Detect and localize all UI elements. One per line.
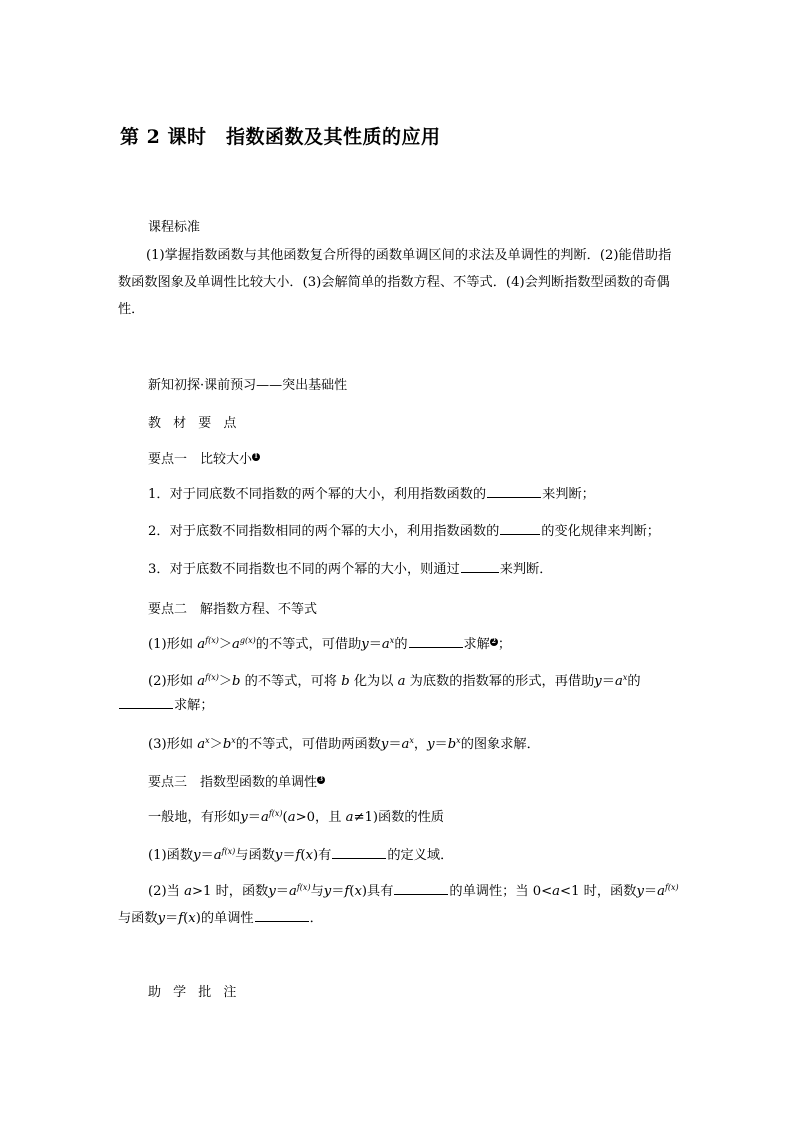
text: ， (413, 737, 428, 752)
point1-item-2-text: 2．对于底数不同指数相同的两个幂的大小，利用指数函数的 (148, 524, 500, 539)
section-new-knowledge: 新知初探·课前预习——突出基础性 (148, 378, 348, 393)
course-standard-heading: 课程标准 (148, 220, 201, 235)
var-y: y (427, 737, 435, 752)
var-y: y (361, 637, 369, 652)
var-x: x (188, 911, 196, 926)
var-a: a (287, 810, 296, 825)
point2-item-1 (148, 631, 511, 658)
var-y: y (636, 884, 644, 899)
var-a: a (657, 884, 665, 899)
text: ≠1)函数的性质 (353, 810, 444, 825)
var-y: y (240, 810, 248, 825)
var-y: y (380, 737, 389, 752)
point1-heading-text: 要点一 比较大小 (148, 452, 253, 467)
var-y: y (268, 884, 276, 899)
footnote-marker-3: 3 (318, 776, 324, 783)
eq-sign: ＝ (282, 848, 296, 863)
eq-sign: ＝ (331, 884, 345, 899)
page-title: 第 2 课时 指数函数及其性质的应用 (120, 126, 441, 148)
var-a: a (213, 848, 222, 863)
var-f: f (178, 911, 184, 926)
text: 与 (310, 884, 324, 899)
eq-sign: ＝ (368, 637, 382, 652)
var-a: a (381, 637, 390, 652)
var-y: y (323, 884, 332, 899)
exp-x: x (456, 736, 461, 745)
gt-sign: ＞ (209, 737, 223, 752)
text: >1 时，函数 (191, 884, 269, 899)
var-b: b (222, 737, 232, 752)
var-a: a (197, 637, 206, 652)
point3-intro (148, 804, 444, 831)
var-f: f (344, 884, 350, 899)
text: 的不等式，可将 (240, 674, 342, 689)
exp-x: x (409, 736, 414, 745)
text: 的图象求解． (460, 737, 540, 752)
gt-sign: ＞ (218, 637, 233, 652)
fill-blank (255, 909, 309, 922)
text: ( (282, 810, 288, 825)
point1-item-2-tail: 的变化规律来判断； (541, 524, 660, 539)
point1-heading (148, 448, 260, 467)
point2-item-2-cont (118, 692, 214, 719)
eq-sign: ＝ (200, 848, 214, 863)
point1-item-3 (148, 556, 552, 583)
fill-blank (487, 485, 541, 498)
fill-blank (332, 846, 386, 859)
text: ( (183, 911, 189, 926)
var-a: a (401, 737, 410, 752)
text: (2)当 (148, 884, 185, 899)
text: ； (497, 637, 512, 652)
point1-item-1 (148, 481, 595, 508)
point3-item-2 (148, 878, 679, 905)
text: 的 (627, 674, 641, 689)
fill-blank (409, 635, 463, 648)
var-x: x (305, 848, 313, 863)
point3-heading (148, 771, 325, 790)
var-y: y (157, 911, 166, 926)
var-f: f (295, 848, 301, 863)
var-a: a (232, 637, 240, 652)
text: 的不等式，可借助两函数 (235, 737, 381, 752)
course-standard-text: (1)掌握指数函数与其他函数复合所得的函数单调区间的求法及单调性的判断．(2)能借助指数函数图象及单调性比较大小．(3)会解简单的指数方程、不等式．(4)会判断指数型函数的奇偶性． (118, 248, 672, 317)
fill-blank (461, 560, 499, 573)
eq-sign: ＝ (434, 737, 448, 752)
var-b: b (232, 674, 241, 689)
fill-blank (119, 696, 173, 709)
var-a: a (614, 674, 623, 689)
point1-item-2 (148, 518, 660, 545)
text: 的单调性；当 0< (449, 884, 553, 899)
text: 的定义域． (387, 848, 454, 863)
var-y: y (274, 848, 283, 863)
eq-sign: ＝ (643, 884, 658, 899)
point1-item-1-text: 1．对于同底数不同指数的两个幂的大小，利用指数函数的 (148, 487, 487, 502)
var-y: y (594, 674, 602, 689)
text: )的单调性 (195, 911, 254, 926)
text: >0，且 (295, 810, 346, 825)
text: 的不等式，可借助 (255, 637, 362, 652)
text: )有 (312, 848, 332, 863)
text: 求解 (463, 637, 490, 652)
var-a: a (197, 737, 206, 752)
text: 一般地，有形如 (148, 810, 241, 825)
var-y: y (193, 848, 201, 863)
fill-blank (394, 882, 448, 895)
exp-fx: f(x) (664, 883, 679, 892)
exp-x: x (389, 636, 395, 645)
var-a: a (345, 810, 354, 825)
eq-sign: ＝ (165, 911, 179, 926)
var-a: a (552, 884, 561, 899)
text: (2)形如 (148, 674, 198, 689)
var-a: a (288, 884, 297, 899)
exp-x: x (622, 673, 628, 682)
notes-heading: 助 学 批 注 (148, 985, 241, 1000)
fill-blank (500, 522, 540, 535)
text: 与函数 (235, 848, 275, 863)
materials-heading: 教 材 要 点 (148, 416, 241, 431)
var-a: a (197, 674, 206, 689)
eq-sign: ＝ (601, 674, 615, 689)
exp-fx: f(x) (205, 673, 219, 682)
exp-fx: f(x) (221, 847, 236, 856)
var-a: a (184, 884, 192, 899)
exp-x: x (205, 736, 210, 745)
text: 求解； (174, 698, 214, 713)
text: 的 (394, 637, 408, 652)
text: )具有 (361, 884, 394, 899)
point1-item-3-tail: 来判断． (499, 562, 553, 577)
text: ( (300, 848, 306, 863)
text: (1)形如 (148, 637, 198, 652)
gt-sign: ＞ (218, 674, 233, 689)
footnote-marker-1: 1 (253, 453, 259, 460)
text: (1)函数 (148, 848, 194, 863)
point3-heading-text: 要点三 指数型函数的单调性 (148, 775, 318, 790)
text: (3)形如 (148, 737, 198, 752)
point1-item-1-tail: 来判断； (542, 487, 595, 502)
point1-item-3-text: 3．对于底数不同指数也不同的两个幂的大小，则通过 (148, 562, 460, 577)
point2-item-3 (148, 731, 540, 758)
exp-gx: g(x) (239, 636, 256, 645)
point3-item-2-cont (118, 905, 323, 932)
eq-sign: ＝ (247, 810, 261, 825)
exp-x: x (231, 736, 236, 745)
text: 与函数 (118, 911, 158, 926)
text: ． (309, 911, 323, 926)
var-b: b (341, 674, 350, 689)
exp-fx: f(x) (268, 809, 283, 818)
exp-fx: f(x) (296, 883, 311, 892)
point3-item-1 (148, 842, 453, 869)
text: ( (349, 884, 355, 899)
text: <1 时，函数 (560, 884, 637, 899)
exp-fx: f(x) (205, 636, 219, 645)
point2-item-2 (148, 668, 641, 695)
var-a: a (397, 674, 406, 689)
footnote-marker-2: 2 (491, 638, 496, 645)
eq-sign: ＝ (275, 884, 289, 899)
var-x: x (354, 884, 362, 899)
text: 为底数的指数幂的形式，再借助 (405, 674, 595, 689)
point2-heading: 要点二 解指数方程、不等式 (148, 602, 318, 617)
eq-sign: ＝ (388, 737, 402, 752)
var-b: b (447, 737, 457, 752)
var-a: a (260, 810, 269, 825)
text: 化为以 (349, 674, 398, 689)
